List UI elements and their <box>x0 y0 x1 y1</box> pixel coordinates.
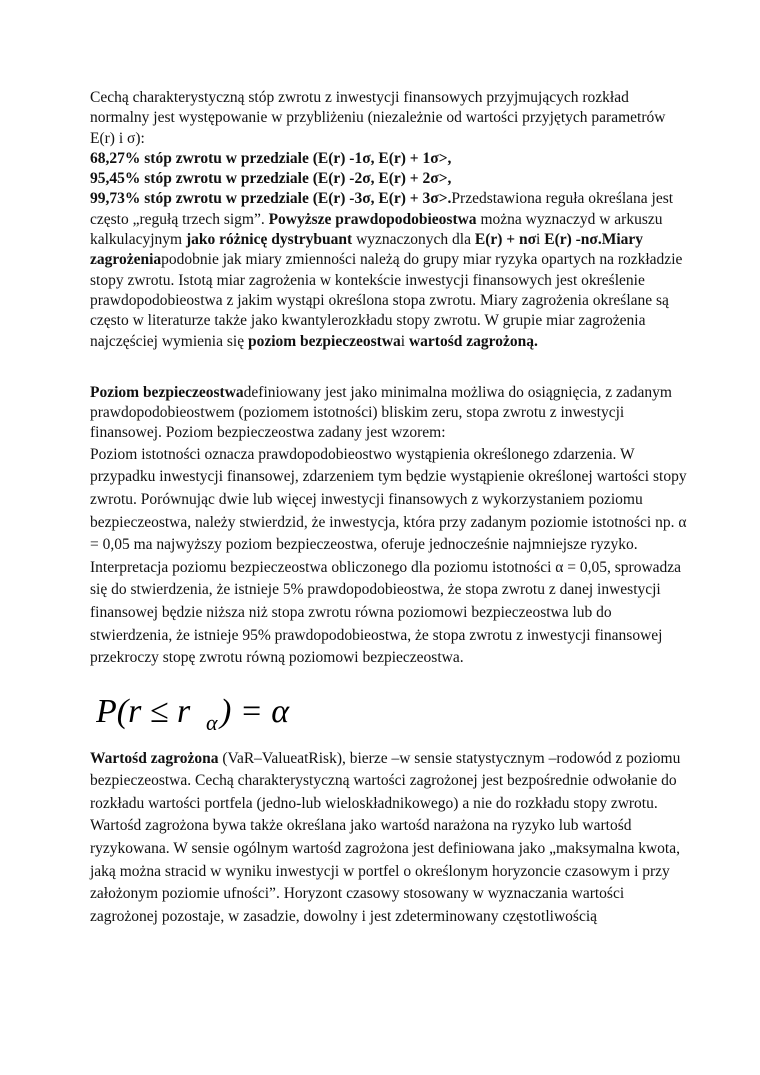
text-run: podobnie jak miary zmienności należą do grupy miar ryzyka opartych na rozkładzie stopy zwrotu. Istotą miar zagrożenia w kontekście inwestycji finansowych jest określenie prawdopodobieostwa z jakim wystąpi określona stopa zwrotu. Miary zagrożenia określane są często w literaturze także jako kwantylerozkładu stopy zwrotu. W grupie miar zagrożenia najczęściej wymienia się <box>90 251 683 350</box>
formula-lhs: P(r ≤ r <box>96 692 191 730</box>
paragraph-var <box>90 748 690 929</box>
rule-2-sigma: 95,45% stóp zwrotu w przedziale (E(r) -2σ, E(r) + 2σ>, <box>90 170 452 188</box>
text-run: Poziom istotności oznacza prawdopodobieostwo wystąpienia określonego zdarzenia. W przypadku inwestycji finansowej, zdarzeniem tym będzie wystąpienie określonej wartości stopy zwrotu. Porównując dwie lub więcej inwestycji finansowych z wykorzystaniem poziomu bezpieczeostwa, należy stwierdzid, że inwestycja, która przy zadanym poziomie istotności np. α = 0,05 ma najwyższy poziom bezpieczeostwa, oferuje jednocześnie najmniejsze ryzyko. Interpretacja poziomu bezpieczeostwa obliczonego dla poziomu istotności α = 0,05, sprowadza się do stwierdzenia, że istnieje 5% prawdopodobieostwa, że stopa zwrotu z danej inwestycji finansowej będzie niższa niż stopa zwrotu równa poziomowi bezpieczeostwa lub do stwierdzenia, że istnieje 95% prawdopodobieostwa, że stopa zwrotu z inwestycji finansowej przekroczy stopę zwrotu równą poziomowi bezpieczeostwa. <box>90 445 687 667</box>
paragraph-significance <box>90 444 690 670</box>
bold-run: E(r) -nσ.Miary zagrożenia <box>90 231 644 269</box>
paragraph-three-sigma <box>90 88 690 352</box>
formula-subscript: α <box>206 709 218 735</box>
term-safety-level: Poziom bezpieczeostwa <box>90 383 244 401</box>
text-run: definiowany jest jako minimalna możliwa do osiągnięcia, z zadanym prawdopodobieostwem (poziomem istotności) bliskim zeru, stopa zwrotu z inwestycji finansowej. Poziom bezpieczeostwa zadany jest wzorem: <box>90 383 672 442</box>
paragraph-safety-level <box>90 383 690 444</box>
rule-1-sigma: 68,27% stóp zwrotu w przedziale (E(r) -1σ, E(r) + 1σ>, <box>90 149 452 167</box>
text-run: można wyznaczyd w arkuszu kalkulacyjnym <box>90 210 663 249</box>
text-run: i <box>400 332 409 350</box>
bold-run: Powyższe prawdopodobieostwa <box>268 210 477 228</box>
text-run: (VaR–ValueatRisk), bierze –w sensie statystycznym –rodowód z poziomu bezpieczeostwa. Cechą charakterystyczną wartości zagrożonej jest bezpośrednie odwołanie do rozkładu wartości portfela (jedno-lub wieloskładnikowego) a nie do rozkładu stopy zwrotu. Wartośd zagrożona bywa także określana jako wartośd narażona na ryzyko lub wartośd ryzykowana. W sensie ogólnym wartośd zagrożona jest definiowana jako „maksymalna kwota, jaką można stracid w wyniku inwestycji w portfel o określonym horyzoncie czasowym i przy założonym poziomie ufności”. Horyzont czasowy stosowany w wyznaczania wartości zagrożonej pozostaje, w zasadzie, dowolny i jest zdeterminowany częstotliwością <box>90 749 681 925</box>
formula-svg <box>96 674 356 748</box>
bold-run: E(r) + nσ <box>474 231 537 249</box>
formula-image <box>96 674 690 748</box>
text-run: i <box>536 231 545 249</box>
bold-run: wartośd zagrożoną. <box>408 332 538 350</box>
rule-3-sigma: 99,73% stóp zwrotu w przedziale (E(r) -3σ, E(r) + 3σ>. <box>90 190 452 208</box>
document-page <box>90 88 690 928</box>
intro-text: Cechą charakterystyczną stóp zwrotu z inwestycji finansowych przyjmujących rozkład normalny jest występowanie w przybliżeniu (niezależnie od wartości przyjętych parametrów E(r) i σ): <box>90 89 666 147</box>
bold-run: poziom bezpieczeostwa <box>247 332 401 350</box>
text-run: wyznaczonych dla <box>352 231 475 249</box>
formula-rhs: ) = α <box>220 692 290 730</box>
term-var: Wartośd zagrożona <box>90 749 219 767</box>
text-run: Przedstawiona reguła określana jest często „regułą trzech sigm”. <box>90 190 674 228</box>
bold-run: jako różnicę dystrybuant <box>186 231 353 249</box>
